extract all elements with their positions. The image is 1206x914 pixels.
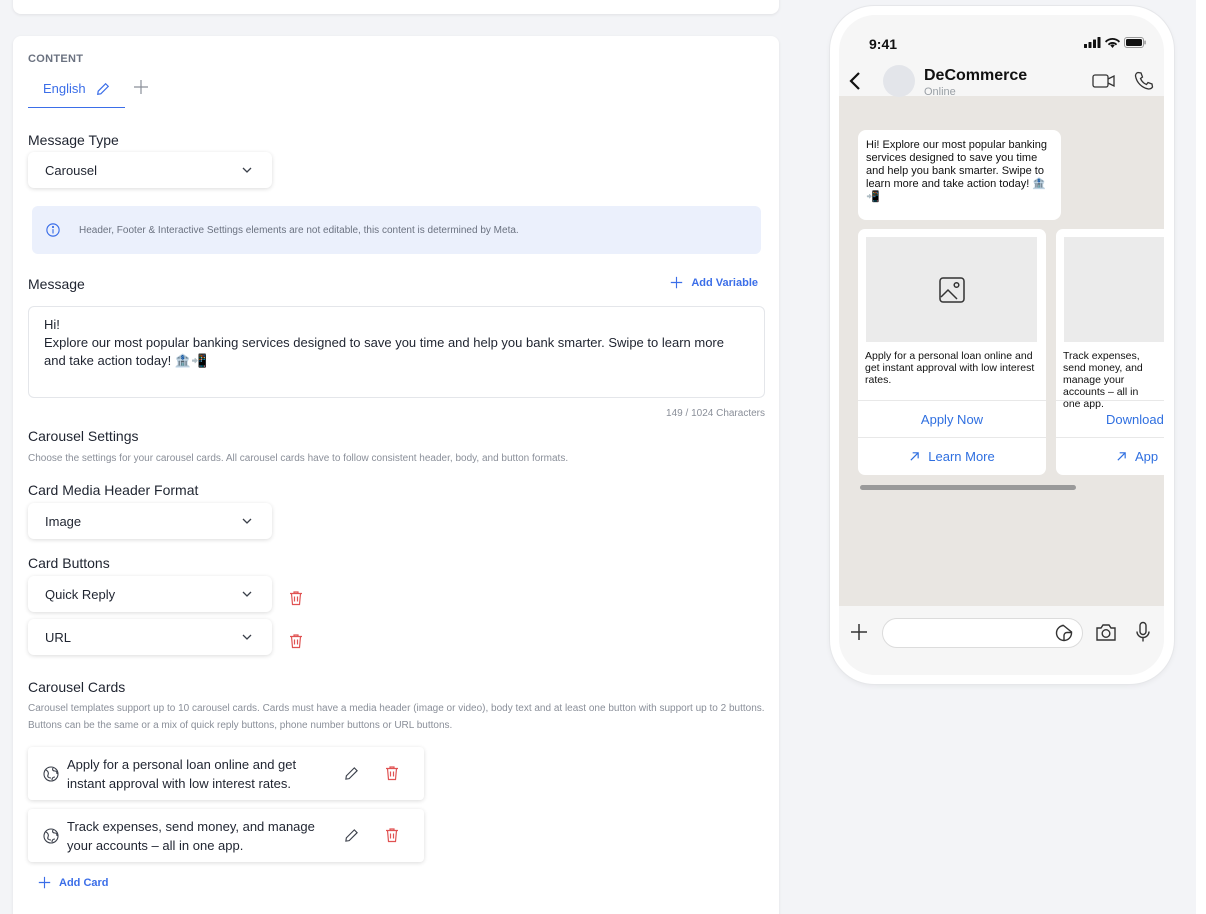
- image-icon: [938, 276, 966, 304]
- learn-more-button[interactable]: [858, 437, 1046, 475]
- message-type-label: Message Type: [28, 132, 119, 148]
- trash-icon[interactable]: [385, 827, 399, 843]
- app-link-button[interactable]: [1056, 437, 1164, 475]
- button-label: Download: [1106, 411, 1164, 427]
- tab-english[interactable]: [28, 76, 125, 108]
- chevron-down-icon: [242, 591, 252, 597]
- add-language-icon[interactable]: [133, 79, 149, 95]
- select-value: Quick Reply: [45, 586, 116, 602]
- add-variable-label: Add Variable: [691, 276, 758, 289]
- back-chevron-icon[interactable]: [849, 71, 861, 91]
- info-text: Header, Footer & Interactive Settings elements are not editable, this content is determined by Meta.: [79, 224, 519, 236]
- plus-icon: [38, 876, 51, 889]
- button-type-select-2[interactable]: [28, 619, 272, 655]
- contact-status: Online: [924, 86, 956, 98]
- signal-icon: [1084, 37, 1101, 48]
- contact-name: DeCommerce: [924, 67, 1028, 84]
- message-label: Message: [28, 276, 85, 292]
- pencil-icon[interactable]: [344, 766, 359, 781]
- pencil-icon[interactable]: [96, 82, 110, 96]
- top-card-edge: [13, 0, 779, 14]
- button-type-select-1[interactable]: [28, 576, 272, 612]
- select-value: Image: [45, 513, 82, 529]
- chevron-down-icon: [242, 634, 252, 640]
- microphone-icon[interactable]: [1136, 621, 1150, 643]
- section-label: CONTENT: [28, 53, 84, 65]
- trash-icon[interactable]: [385, 765, 399, 781]
- add-card-button[interactable]: [38, 876, 109, 889]
- avatar: [883, 65, 915, 97]
- pencil-icon[interactable]: [344, 828, 359, 843]
- card-image-placeholder: [1064, 237, 1164, 342]
- message-textarea[interactable]: [28, 306, 765, 398]
- status-time: 9:41: [869, 36, 898, 52]
- tab-label: English: [43, 81, 86, 96]
- sticker-icon[interactable]: [1055, 624, 1073, 642]
- info-icon: [46, 223, 60, 237]
- chevron-down-icon: [242, 518, 252, 524]
- carousel-card-item-1[interactable]: [28, 747, 424, 800]
- camera-icon[interactable]: [1095, 623, 1117, 642]
- trash-icon[interactable]: [289, 590, 303, 606]
- info-banner: [32, 206, 761, 254]
- button-label: Apply Now: [920, 411, 984, 427]
- carousel-scrollbar[interactable]: [860, 485, 1076, 490]
- carousel-cards-label: Carousel Cards: [28, 679, 126, 695]
- card-body-text: Apply for a personal loan online and get instant approval with low interest rates.: [865, 350, 1035, 386]
- character-counter: 149 / 1024 Characters: [666, 408, 765, 419]
- chat-bubble: Hi! Explore our most popular banking services designed to save you time and help you bank smarter. Swipe to learn more and take action today! 🏦📲: [858, 130, 1061, 220]
- plus-icon: [670, 276, 683, 289]
- phone-call-icon[interactable]: [1134, 71, 1154, 91]
- phone-preview: [830, 6, 1174, 684]
- button-label: App: [1135, 449, 1159, 464]
- carousel-card-item-2[interactable]: [28, 809, 424, 862]
- chevron-down-icon: [242, 167, 252, 173]
- select-value: Carousel: [45, 162, 98, 178]
- carousel-settings-label: Carousel Settings: [28, 428, 139, 444]
- message-line-2: Explore our most popular banking services designed to save you time and help you bank smarter. Swipe to learn more and take action today! 🏦📲: [44, 335, 724, 368]
- apply-now-button[interactable]: [858, 400, 1046, 437]
- phone-screen: [839, 15, 1164, 675]
- carousel-settings-description: Choose the settings for your carousel cards. All carousel cards have to follow consistent header, body, and button formats.: [28, 453, 569, 464]
- carousel-cards-description: Carousel templates support up to 10 carousel cards. Cards must have a media header (image or video), body text and at least one button with support up to 2 buttons. Buttons can be the same or a mix of quick reply buttons, phone number buttons or URL buttons.: [28, 703, 765, 731]
- trash-icon[interactable]: [289, 633, 303, 649]
- plus-icon[interactable]: [850, 623, 868, 641]
- media-header-select[interactable]: [28, 503, 272, 539]
- card-text: Track expenses, send money, and manage your accounts – all in one app.: [67, 818, 315, 853]
- card-text: Apply for a personal loan online and get instant approval with low interest rates.: [67, 756, 297, 791]
- video-call-icon[interactable]: [1092, 73, 1116, 89]
- preview-card-2: [1056, 229, 1164, 475]
- external-link-icon: [909, 451, 920, 462]
- add-variable-button[interactable]: [670, 276, 758, 289]
- select-value: URL: [45, 629, 72, 645]
- card-buttons-label: Card Buttons: [28, 555, 110, 571]
- card-image-placeholder: [866, 237, 1037, 342]
- card-body-text: Track expenses, send money, and manage your accounts – all in one app.: [1063, 350, 1143, 410]
- preview-card-1: [858, 229, 1046, 475]
- message-line-1: Hi!: [44, 317, 60, 332]
- content-panel: [13, 36, 779, 914]
- globe-icon: [43, 828, 59, 844]
- add-card-label: Add Card: [59, 876, 109, 889]
- download-button[interactable]: [1056, 400, 1164, 437]
- external-link-icon: [1116, 451, 1127, 462]
- globe-icon: [43, 766, 59, 782]
- media-header-label: Card Media Header Format: [28, 482, 199, 498]
- chat-message-input[interactable]: [882, 618, 1083, 648]
- message-type-select[interactable]: [28, 152, 272, 188]
- battery-icon: [1124, 37, 1146, 48]
- wifi-icon: [1105, 37, 1120, 48]
- status-icons: [1084, 37, 1146, 48]
- button-label: Learn More: [928, 449, 995, 464]
